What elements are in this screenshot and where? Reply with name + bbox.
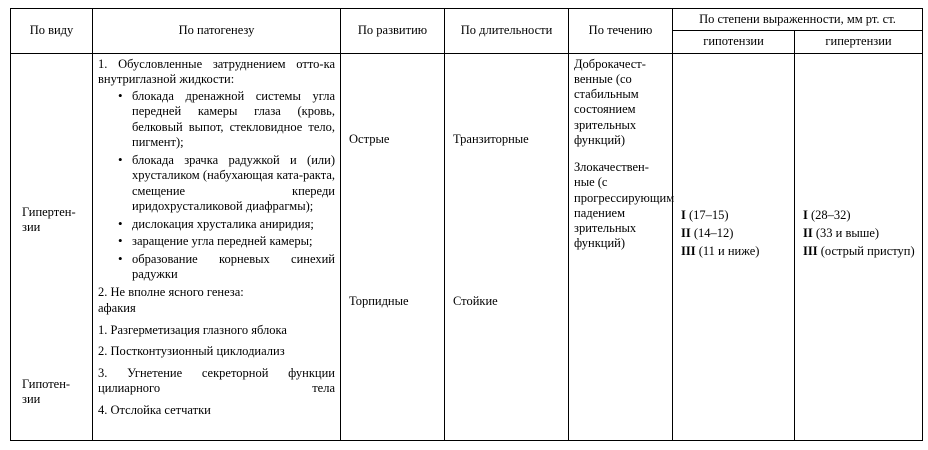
razvitie-value-2: Торпидные (349, 293, 409, 308)
roman-numeral: III (803, 243, 818, 258)
patogenez-afakia: афакия (98, 301, 136, 315)
range-value: (14–12) (690, 225, 734, 240)
roman-numeral: II (681, 225, 691, 240)
patogenez-item-3: 3. Угнетение секреторной функции цилиарного тела (98, 365, 335, 395)
cell-gipotenzii (673, 53, 795, 440)
table-header-row-1 (11, 9, 923, 31)
gipotenzii-row-2 (681, 224, 759, 242)
header-gipertenzii: гипертензии (795, 31, 923, 53)
cell-techenie (569, 53, 673, 440)
header-gipotenzii: гипотензии (673, 31, 795, 53)
header-vid: По виду (11, 9, 93, 54)
patogenez-item-1: 1. Разгерметизация глазного яблока (98, 322, 287, 337)
range-value: (острый приступ) (817, 243, 915, 258)
header-techenie: По течению (569, 9, 673, 54)
patogenez-intro: 1. Обусловленные затруднением отто-ка внутриглазной жидкости: (98, 56, 335, 86)
gipertenzii-row-1 (803, 206, 915, 224)
table-row (11, 53, 923, 440)
vid-label-gipertenzii: Гипертен- зии (22, 204, 76, 235)
range-value: (17–15) (685, 207, 729, 222)
techenie-benign: Доброкачест-венные (со стабильным состоянием зрительных функций) (574, 56, 646, 147)
header-razvitie: По развитию (341, 9, 445, 54)
roman-numeral: II (803, 225, 813, 240)
list-item: • блокада дренажной системы угла передней камеры глаза (кровь, белковый выпот, стекловидное тело, пигмент); (118, 89, 335, 151)
roman-numeral: I (803, 207, 808, 222)
patogenez-item-2: 2. Постконтузионный циклодиализ (98, 344, 285, 358)
cell-vid (11, 53, 93, 440)
gipotenzii-values (681, 206, 759, 260)
gipertenzii-row-2 (803, 224, 915, 242)
patogenez-item-4: 4. Отслойка сетчатки (98, 402, 211, 417)
header-patogenez: По патогенезу (93, 9, 341, 54)
gipertenzii-values (803, 206, 915, 260)
gipotenzii-row-3 (681, 242, 759, 260)
cell-patogenez (93, 53, 341, 440)
classification-table (10, 8, 923, 441)
range-value: (28–32) (807, 207, 851, 222)
roman-numeral: I (681, 207, 686, 222)
list-item: • дислокация хрусталика аниридия; (118, 217, 335, 233)
range-value: (11 и ниже) (695, 243, 760, 258)
list-item: • образование корневых синехий радужки (118, 252, 335, 283)
dlitelnost-value-2: Стойкие (453, 293, 498, 308)
range-value: (33 и выше) (812, 225, 880, 240)
patogenez-bullet-list (98, 89, 335, 283)
patogenez-second-heading: 2. Не вполне ясного генеза: (98, 284, 244, 299)
list-item: • блокада зрачка радужкой и (или) хрусталиком (набухающая ката-ракта, смещение кпереди иридохрусталиковой диафрагмы); (118, 153, 335, 215)
vid-label-gipotenzii: Гипотен- зии (22, 376, 71, 407)
cell-dlitelnost (445, 53, 569, 440)
gipotenzii-row-1 (681, 206, 759, 224)
gipertenzii-row-3 (803, 242, 915, 260)
cell-gipertenzii (795, 53, 923, 440)
roman-numeral: III (681, 243, 696, 258)
header-dlitelnost: По длительности (445, 9, 569, 54)
razvitie-value-1: Острые (349, 131, 390, 146)
techenie-malignant: Злокачествен-ные (с прогрессирующим падением зрительных функций) (574, 160, 675, 251)
cell-razvitie (341, 53, 445, 440)
dlitelnost-value-1: Транзиторные (453, 131, 529, 146)
header-stepen: По степени выраженности, мм рт. ст. (673, 9, 923, 31)
list-item: • заращение угла передней камеры; (118, 234, 335, 250)
